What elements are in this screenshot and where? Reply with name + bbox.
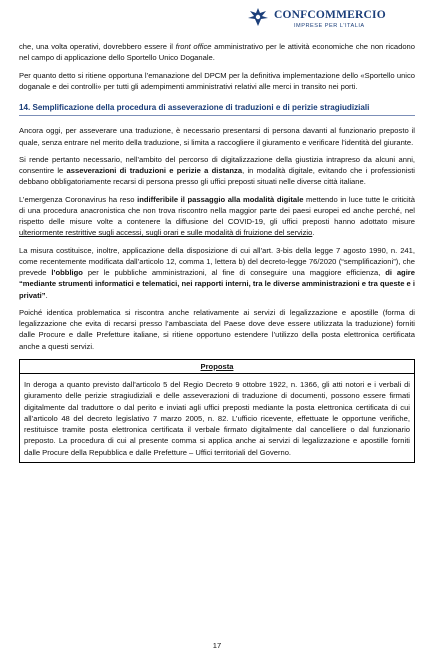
paragraph: Si rende pertanto necessario, nell’ambito del percorso di digitalizzazione della giustizia intrapreso da alcuni anni, consentire le asseverazioni di traduzioni e perizie a distanza, in modalità digitale, evitando che i professionisti debbano obbligatoriamente recarsi di persona presso gli uffici preposti situati nelle diverse città italiane.: [19, 154, 415, 187]
page-number: 17: [212, 641, 222, 650]
logo-name: CONFCOMMERCIO: [274, 9, 386, 21]
paragraph: Per quanto detto si ritiene opportuna l’emanazione del DPCM per la definitiva implementazione dello «Sportello unico doganale e dei controlli» per tutti gli adempimenti amministrativi relativi alle merci in transito nei porti.: [19, 70, 415, 91]
paragraph: La misura costituisce, inoltre, applicazione della disposizione di cui all’art. 3-bis della legge 7 agosto 1990, n. 241, come recentemente modificata dall’articolo 12, comma 1, lettera b) del decreto-legge 76/2020 (“semplificazioni”), che prevede l’obbligo per le pubbliche amministrazioni, al fine di conseguire una maggiore efficienza, di agire “mediante strumenti informatici e telematici, nei rapporti interni, tra le diverse amministrazioni e tra queste e i privati”.: [19, 245, 415, 300]
proposal-box: [19, 359, 415, 463]
proposal-body: In deroga a quanto previsto dall’articolo 5 del Regio Decreto 9 ottobre 1922, n. 1366, gli atti notori e i verbali di giuramento delle perizie stragiudiziali e delle asseverazioni di traduzione di documenti, possono essere firmati digitalmente dal traduttore o dal perito e inviati agli uffici preposti mediante la posta elettronica certificata di cui all’articolo 48 del decreto legislativo 7 marzo 2005, n. 82. L’ufficio ricevente, effettuate le opportune verifiche, restituisce tramite posta elettronica certificata il verbale firmato digitalmente dal cancelliere o dal funzionario preposto. La procedura di cui al presente comma si applica anche ai servizi di legalizzazione e apostille forniti dalle Procure della Repubblica e dalle Prefetture – Uffici territoriali del Governo.: [24, 380, 410, 457]
eagle-emblem-icon: [246, 5, 270, 29]
section-heading: 14. Semplificazione della procedura di asseverazione di traduzioni e di perizie stragiudiziali: [19, 102, 415, 116]
confcommercio-logo: [246, 3, 434, 33]
paragraph: che, una volta operativi, dovrebbero essere il front office amministrativo per le attività economiche che non ricadono nel campo di applicazione dello Sportello Unico Doganale.: [19, 42, 415, 63]
proposal-title: Proposta: [20, 360, 414, 374]
logo-tagline: IMPRESE PER L'ITALIA: [294, 23, 365, 29]
document-body: [19, 41, 415, 463]
paragraph: L’emergenza Coronavirus ha reso indifferibile il passaggio alla modalità digitale mettendo in luce tutte le criticità di una procedura anacronistica che non trova riscontro nella maggior parte dei paesi europei ed anche perché, nel rispetto delle misure volte a contenere la diffusione del COVID-19, gli uffici preposti hanno adottato misure ulteriormente restrittive sugli accessi, sugli orari e sulle modalità di fruizione del servizio.: [19, 194, 415, 238]
paragraph: Poiché identica problematica si riscontra anche relativamente ai servizi di legalizzazione e apostille (forma di legalizzazione che evita di recarsi presso l’ambasciata del Paese dove deve essere utilizzata la traduzione) forniti dalle Procure e dalle Prefetture italiane, si ritiene opportuno estendere l’utilizzo della posta elettronica certificata anche a questi servizi.: [19, 307, 415, 351]
paragraph: Ancora oggi, per asseverare una traduzione, è necessario presentarsi di persona davanti al funzionario preposto il quale, senza entrare nel merito della traduzione, si limita a raccogliere il giuramento e verificare l’identità del giurante.: [19, 126, 415, 147]
